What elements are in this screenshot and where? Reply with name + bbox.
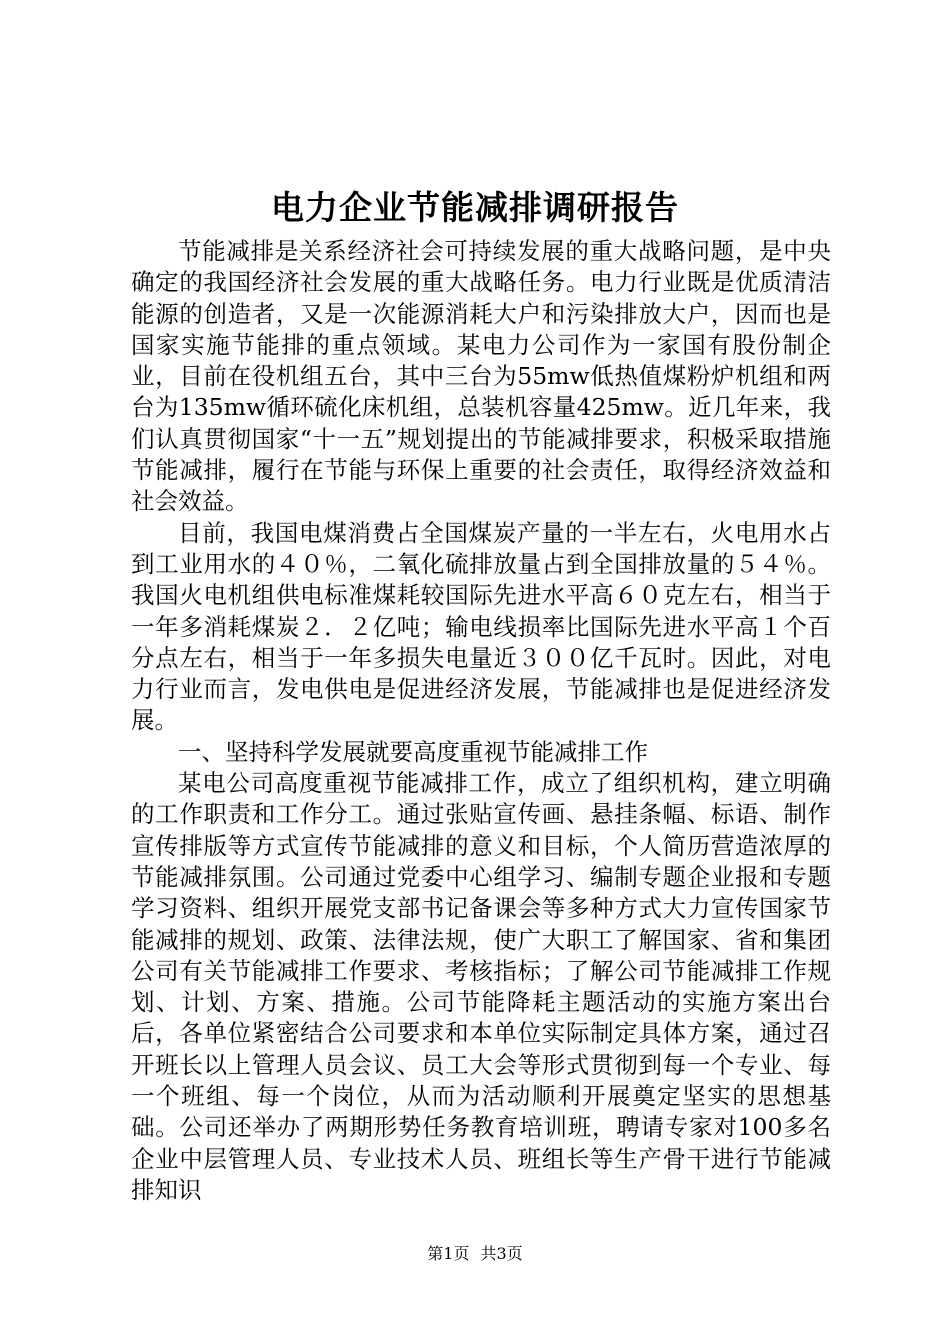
paragraph-intro: 节能减排是关系经济社会可持续发展的重大战略问题，是中央确定的我国经济社会发展的重大战略任务。电力行业既是优质清洁能源的创造者，又是一次能源消耗大户和污染排放大户，因而也是国家实施节能排的重点领域。某电力公司作为一家国有股份制企业，目前在役机组五台，其中三台为55mw低热值煤粉炉机组和两台为135mw循环硫化床机组，总装机容量425mw。近几年来，我们认真贯彻国家“十一五”规划提出的节能减排要求，积极采取措施节能减排，履行在节能与环保上重要的社会责任，取得经济效益和社会效益。: [131, 237, 831, 516]
document-body: [131, 236, 831, 1206]
page-number: 第1页: [427, 1244, 470, 1263]
page-total: 共3页: [480, 1244, 523, 1263]
section-heading-1: 一、坚持科学发展就要高度重视节能减排工作: [178, 737, 648, 766]
paragraph-background: 目前，我国电煤消费占全国煤炭产量的一半左右，火电用水占到工业用水的４０％，二氧化硫排放量占到全国排放量的５４％。我国火电机组供电标准煤耗较国际先进水平高６０克左右，相当于一年多消耗煤炭２．２亿吨；输电线损率比国际先进水平高１个百分点左右，相当于一年多损失电量近３００亿千瓦时。因此，对电力行业而言，发电供电是促进经济发展，节能减排也是促进经济发展。: [131, 518, 831, 735]
page-footer: [0, 1243, 950, 1265]
paragraph-section-1: 某电公司高度重视节能减排工作，成立了组织机构，建立明确的工作职责和工作分工。通过张贴宣传画、悬挂条幅、标语、制作宣传排版等方式宣传节能减排的意义和目标，个人简历营造浓厚的节能减排氛围。公司通过党委中心组学习、编制专题企业报和专题学习资料、组织开展党支部书记备课会等多种方式大力宣传国家节能减排的规划、政策、法律法规，使广大职工了解国家、省和集团公司有关节能减排工作要求、考核指标；了解公司节能减排工作规划、计划、方案、措施。公司节能降耗主题活动的实施方案出台后，各单位紧密结合公司要求和本单位实际制定具体方案，通过召开班长以上管理人员会议、员工大会等形式贯彻到每一个专业、每一个班组、每一个岗位，从而为活动顺利开展奠定坚实的思想基础。公司还举办了两期形势任务教育培训班，聘请专家对100多名企业中层管理人员、专业技术人员、班组长等生产骨干进行节能减排知识: [131, 769, 831, 1204]
document-title: 电力企业节能减排调研报告: [271, 188, 679, 227]
